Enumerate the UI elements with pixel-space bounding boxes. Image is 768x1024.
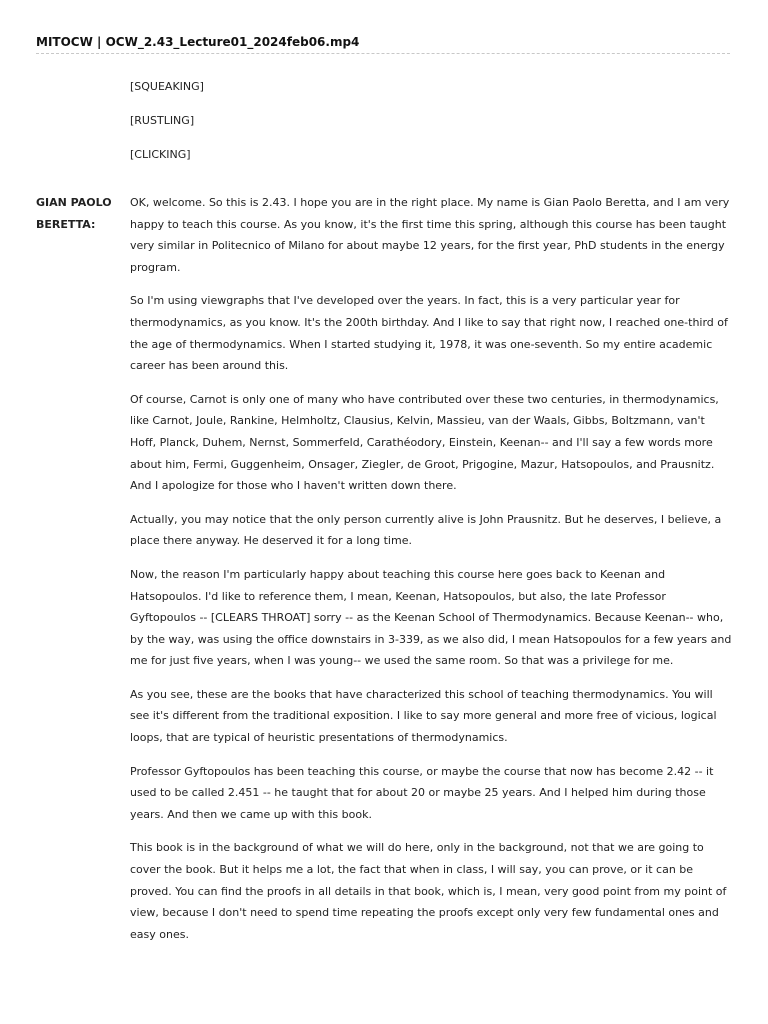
speaker-name bbox=[36, 192, 130, 957]
paragraph: So I'm using viewgraphs that I've developed over the years. In fact, this is a very particular year for thermodynamics, as you know. It's the 200th birthday. And I like to say that right now, I reached one-third of the age of thermodynamics. When I started studying it, 1978, it was one-seventh. So my entire academic career has been around this. bbox=[130, 294, 728, 373]
transcript bbox=[36, 76, 734, 957]
speech-text bbox=[130, 192, 734, 957]
paragraph: This book is in the background of what we will do here, only in the background, not that we are going to cover the book. But it helps me a lot, the fact that when in class, I will say, you can prove, or it can be proved. You can find the proofs in all details in that book, which is, I mean, very good point from my point of view, because I don't need to spend time repeating the proofs except only very few fundamental ones and easy ones. bbox=[130, 841, 727, 941]
paragraph: Of course, Carnot is only one of many who have contributed over these two centuries, in thermodynamics, like Carnot, Joule, Rankine, Helmholtz, Clausius, Kelvin, Massieu, van der Waals, Gibbs, Boltzmann, van't Hoff, Planck, Duhem, Nernst, Sommerfeld, Carathéodory, Einstein, Keenan-- and I'll say a few words more about him, Fermi, Guggenheim, Onsager, Ziegler, de Groot, Prigogine, Mazur, Hatsopoulos, and Prausnitz. And I apologize for those who I haven't written down there. bbox=[130, 392, 719, 493]
speaker-name-line2: BERETTA: bbox=[36, 218, 96, 231]
paragraph: Actually, you may notice that the only person currently alive is John Prausnitz. But he deserves, I believe, a place there anyway. He deserved it for a long time. bbox=[130, 512, 722, 548]
sound-cue-clicking: [CLICKING] bbox=[130, 148, 191, 161]
speaker-block bbox=[36, 192, 734, 957]
sound-cue-rustling: [RUSTLING] bbox=[130, 114, 195, 127]
sound-cue-squeaking: [SQUEAKING] bbox=[130, 80, 204, 93]
paragraph: As you see, these are the books that have characterized this school of teaching thermodynamics. You will see it's different from the traditional exposition. I like to say more general and more free of vicious, logical loops, that are typical of heuristic presentations of thermodynamics. bbox=[130, 687, 717, 745]
paragraph: Professor Gyftopoulos has been teaching this course, or maybe the course that now has become 2.42 -- it used to be called 2.451 -- he taught that for about 20 or maybe 25 years. And I helped him during those years. And then we came up with this book. bbox=[130, 764, 714, 821]
paragraph: Now, the reason I'm particularly happy about teaching this course here goes back to Keenan and Hatsopoulos. I'd like to reference them, I mean, Keenan, Hatsopoulos, but also, the late Professor Gyftopoulos -- [CLEARS THROAT] sorry -- as the Keenan School of Thermodynamics. Because Keenan-- who, by the way, was using the office downstairs in 3-339, as we also did, I mean Hatsopoulos for a few years and me for just five years, when I was young-- we used the same room. So that was a privilege for me. bbox=[130, 567, 732, 668]
document-title: MITOCW | OCW_2.43_Lecture01_2024feb06.mp4 bbox=[36, 35, 730, 54]
speaker-name-line1: GIAN PAOLO bbox=[36, 196, 112, 209]
paragraph: OK, welcome. So this is 2.43. I hope you are in the right place. My name is Gian Paolo Beretta, and I am very happy to teach this course. As you know, it's the first time this spring, although this course has been taught very similar in Politecnico of Milano for about maybe 12 years, for the first year, PhD students in the energy program. bbox=[130, 196, 730, 274]
